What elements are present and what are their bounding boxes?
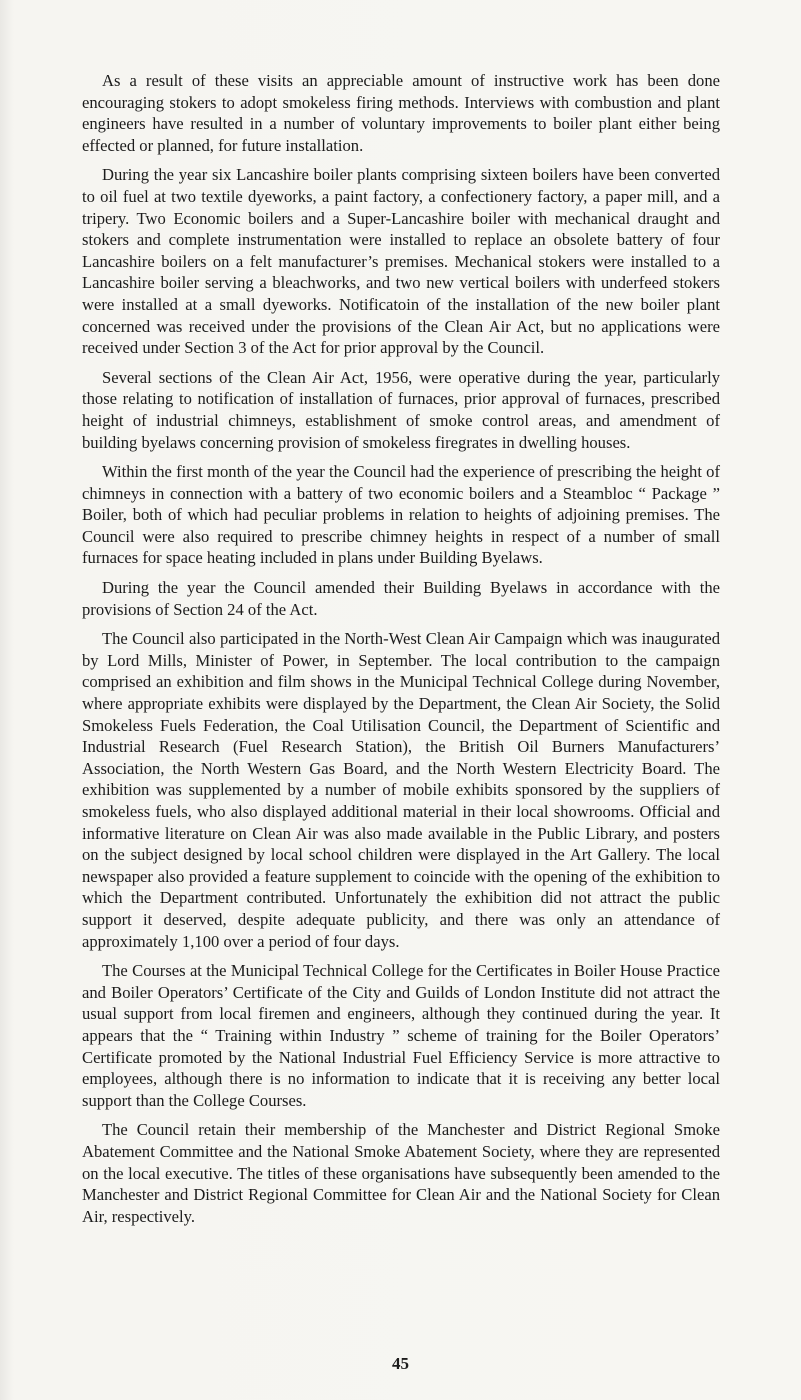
paragraph-4: Within the first month of the year the Council had the experience of prescribing the height of chimneys in connection with a battery of two economic boilers and a Steambloc “ Package ” Boiler, both of which had peculiar problems in relation to heights of adjoining premises. The Council were also required to prescribe chimney heights in respect of a number of small furnaces for space heating included in plans under Building Byelaws.: [82, 462, 720, 568]
paragraph-2: During the year six Lancashire boiler plants comprising sixteen boilers have been converted to oil fuel at two textile dyeworks, a paint factory, a confectionery factory, a paper mill, and a tripery. Two Economic boilers and a Super-Lancashire boiler with mechanical draught and stokers and complete instrumentation were installed to replace an obsolete battery of four Lancashire boilers on a felt manufacturer’s premises. Mechanical stokers were installed to a Lancashire boiler serving a bleachworks, and two new vertical boilers with underfeed stokers were installed at a small dyeworks. Notificatoin of the installation of the new boiler plant concerned was received under the provisions of the Clean Air Act, but no applications were received under Section 3 of the Act for prior approval by the Council.: [82, 165, 720, 358]
paragraph-5: During the year the Council amended their Building Byelaws in accordance with the provisions of Section 24 of the Act.: [82, 578, 720, 619]
paragraph-8: The Council retain their membership of the Manchester and District Regional Smoke Abatement Committee and the National Smoke Abatement Society, where they are represented on the local executive. The titles of these organisations have subsequently been amended to the Manchester and District Regional Committee for Clean Air and the National Society for Clean Air, respectively.: [82, 1120, 720, 1226]
body-text: [82, 70, 720, 1235]
paragraph-3: Several sections of the Clean Air Act, 1956, were operative during the year, particularly those relating to notification of installation of furnaces, prior approval of furnaces, prescribed height of industrial chimneys, establishment of smoke control areas, and amendment of building byelaws concerning provision of smokeless firegrates in dwelling houses.: [82, 367, 720, 452]
paragraph-7: The Courses at the Municipal Technical College for the Certificates in Boiler House Practice and Boiler Operators’ Certificate of the City and Guilds of London Institute did not attract the usual support from local firemen and engineers, although they continued during the year. It appears that the “ Training within Industry ” scheme of training for the Boiler Operators’ Certificate promoted by the National Industrial Fuel Efficiency Service is more attractive to employees, although there is no information to indicate that it is receiving any better local support than the College Courses.: [82, 961, 720, 1110]
page-number: 45: [392, 1354, 409, 1373]
paragraph-6: The Council also participated in the North-West Clean Air Campaign which was inaugurated by Lord Mills, Minister of Power, in September. The local contribution to the campaign comprised an exhibition and film shows in the Municipal Technical College during November, where appropriate exhibits were displayed by the Department, the Clean Air Society, the Solid Smokeless Fuels Federation, the Coal Utilisation Council, the Department of Scientific and Industrial Research (Fuel Research Station), the British Oil Burners Manufacturers’ Association, the North Western Gas Board, and the North Western Electricity Board. The exhibition was supplemented by a number of mobile exhibits sponsored by the suppliers of smokeless fuels, who also displayed additional material in their local showrooms. Official and informative literature on Clean Air was also made available in the Public Library, and posters on the subject designed by local school children were displayed in the Art Gallery. The local newspaper also provided a feature supplement to coincide with the opening of the exhibition to which the Department contributed. Unfortunately the exhibition did not attract the public support it deserved, despite adequate publicity, and there was only an attendance of approximately 1,100 over a period of four days.: [82, 629, 720, 951]
paragraph-1: As a result of these visits an appreciable amount of instructive work has been done encouraging stokers to adopt smokeless firing methods. Interviews with combustion and plant engineers have resulted in a number of voluntary improvements to boiler plant either being effected or planned, for future installation.: [82, 71, 720, 155]
